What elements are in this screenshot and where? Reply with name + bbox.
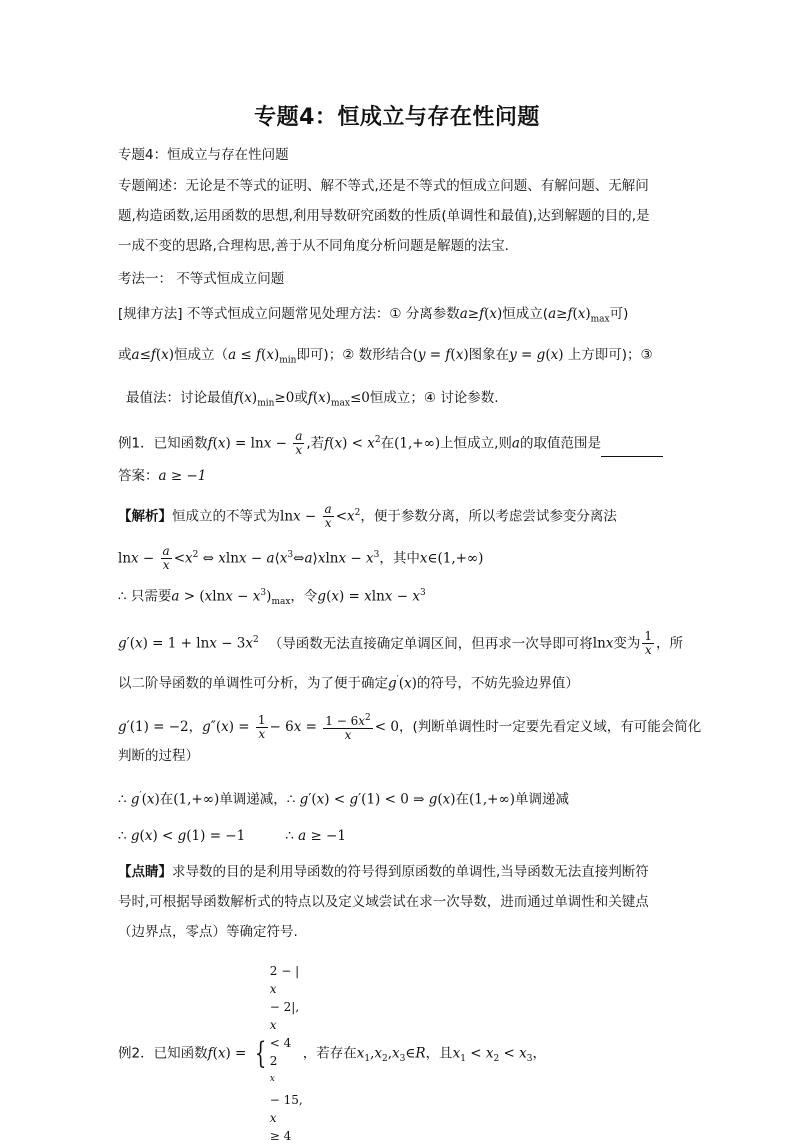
example-2-mid2: ，且 <box>425 1045 453 1062</box>
rule-line-3: 最值法：讨论最值$f(x)_{min}\ge 0$或$f(x)_{max}\le 0$恒成立；④ 讨论参数. <box>126 390 499 409</box>
analysis-text-8: ，(判断单调性时一定要先看定义域，有可能会简化 <box>398 719 702 735</box>
analysis-text-7: 以二阶导函数的单调性可分析，为了便于确定 <box>118 675 388 692</box>
analysis-line-6: g′(1) = −2，g″(x) = $\frac{1}{x}$ − 6x = $\frac{1 - 6x^2}{x}$ < 0，(判断单调性时一定要先看定义域，有可能会简化 <box>118 712 702 742</box>
example-1-label: 例1．已知函数 <box>118 435 208 452</box>
answer-blank <box>601 442 663 457</box>
comment-line-3: （边界点，零点）等确定符号. <box>118 924 298 940</box>
rule-text-b: 恒成立( <box>502 306 549 322</box>
intro-label: 专题阐述： <box>118 178 186 194</box>
example-1: 例1．已知函数f(x) = lnx − $\frac{a}{x}$ ,若$f(x) < x^2$在(1,+∞)上恒成立,则a的取值范围是 <box>118 430 663 457</box>
rule-text-j: 或 <box>294 390 308 406</box>
analysis-line-2: lnx − $\frac{a}{x}$ $<x^2$ ⇔ $xlnx - a⟨x^3\Leftrightarrow a⟩xlnx - x^3$，其中x∈(1,+∞) <box>118 544 484 572</box>
analysis-label: 【解析】 <box>118 508 172 525</box>
analysis-text-10c: 在 <box>455 791 470 808</box>
analysis-text-2: ，便于参数分离，所以考虑尝试参变分离法 <box>360 508 617 525</box>
analysis-text-6b: 变为 <box>613 635 641 652</box>
comment-text-1: 求导数的目的是利用导函数的符号得到原函数的单调性,当导函数无法直接判断符 <box>172 864 649 880</box>
analysis-text-6c: ，所 <box>656 635 684 652</box>
analysis-text-5: ，令 <box>290 588 318 605</box>
rule-line-2: 或a≤f(x)恒成立（$a \le f(x)_{min}$即可)；② 数形结合(y = f(x)图象在y = g(x) 上方即可)；③ <box>118 347 653 366</box>
example-2: 例2．已知函数f(x) = { 2 − | x − 2|, x < 4 2 $^x$ − 15, x ≥ 4 ，若存在$x_1,x_2,x_3\in R$，且$x_1 < x_2 < x_3$， <box>118 964 546 1143</box>
answer-label: 答案： <box>118 468 159 484</box>
intro-line-1 <box>118 176 649 196</box>
method-1-heading: 考法一： 不等式恒成立问题 <box>118 271 285 287</box>
example-2-label: 例2．已知函数 <box>118 1045 208 1062</box>
analysis-line-9: ∴ g(x) < g(1) = −1 ∴ a ≥ −1 <box>118 828 346 844</box>
rule-text-k: 恒成立；④ 讨论参数. <box>369 390 499 406</box>
rule-line-1: [规律方法] 不等式恒成立问题常见处理方法：① 分离参数a≥f(x)恒成立($a\ge f(x)_{max}$可) <box>118 306 629 325</box>
analysis-line-4: $g'(x) = 1 + \ln x - 3x^2$ （导函数无法直接确定单调区间，但再求一次导即可将lnx变为 $\frac{1}{x}$ ，所 <box>118 629 684 657</box>
answer-line <box>118 466 206 486</box>
example-1-mid2: 在 <box>380 435 395 452</box>
analysis-text-1: 恒成立的不等式为 <box>172 508 280 525</box>
rule-text-c: 可) <box>609 306 629 322</box>
rule-text-e: 恒成立（ <box>174 347 229 363</box>
rule-text-i: 最值法：讨论最值 <box>126 390 234 406</box>
analysis-text-6: （导函数无法直接确定单调区间，但再求一次导即可将 <box>268 635 593 652</box>
example-1-end: 的取值范围是 <box>519 435 601 452</box>
intro-text-1: 无论是不等式的证明、解不等式,还是不等式的恒成立问题、有解问题、无解问 <box>185 178 649 194</box>
intro-line-2: 题,构造函数,运用函数的思想,利用导数研究函数的性质(单调性和最值),达到解题的目的,是 <box>118 208 650 224</box>
example-1-mid: ,若 <box>306 435 325 452</box>
analysis-text-4: ∴ 只需要 <box>118 588 172 605</box>
analysis-text-10a: 在 <box>159 791 174 808</box>
rule-text-a: [规律方法] 不等式恒成立问题常见处理方法：① 分离参数 <box>118 306 460 322</box>
comment-label: 【点睛】 <box>118 864 172 880</box>
answer-value: a ≥ −1 <box>158 468 207 484</box>
rule-text-g: 图象在 <box>468 347 510 363</box>
analysis-line-1: 【解析】恒成立的不等式为lnx − $\frac{a}{x}$ $<x^2$，便于参数分离，所以考虑尝试参变分离法 <box>118 502 617 530</box>
example-2-mid: ，若存在 <box>302 1045 357 1062</box>
subtitle: 专题4：恒成立与存在性问题 <box>118 147 289 163</box>
rule-text-h: 上方即可)；③ <box>563 347 653 363</box>
analysis-line-5: 以二阶导函数的单调性可分析，为了便于确定g′(x)的符号，不妨先验边界值） <box>118 675 579 692</box>
rule-text-f: 即可)；② 数形结合( <box>296 347 418 363</box>
comment-line-2: 号时,可根据导函数解析式的特点以及定义域尝试在求一次导数，进而通过单调性和关键点 <box>118 894 649 910</box>
analysis-text-3: ，其中 <box>379 550 420 567</box>
rule-text-d: 或 <box>118 347 132 363</box>
analysis-text-10d: 单调递减 <box>515 791 570 808</box>
analysis-line-3: ∴ 只需要$a > (xlnx - x^3)_{max}$，令$g(x) = xlnx - x^3$ <box>118 588 426 608</box>
analysis-text-10b: 单调递减， <box>219 791 287 808</box>
analysis-line-8: ∴ g′(x)在(1,+∞)单调递减，∴ g′(x) < g′(1) < 0 ⇒ g(x)在(1,+∞)单调递减 <box>118 791 570 808</box>
intro-line-3: 一成不变的思路,合理构思,善于从不同角度分析问题是解题的法宝. <box>118 238 509 254</box>
example-1-mid3: 上恒成立,则 <box>440 435 512 452</box>
page-title: 专题4：恒成立与存在性问题 <box>254 105 540 130</box>
analysis-line-7: 判断的过程） <box>118 748 199 764</box>
analysis-text-7b: 的符号，不妨先验边界值） <box>416 675 579 692</box>
comment-line-1 <box>118 862 649 882</box>
